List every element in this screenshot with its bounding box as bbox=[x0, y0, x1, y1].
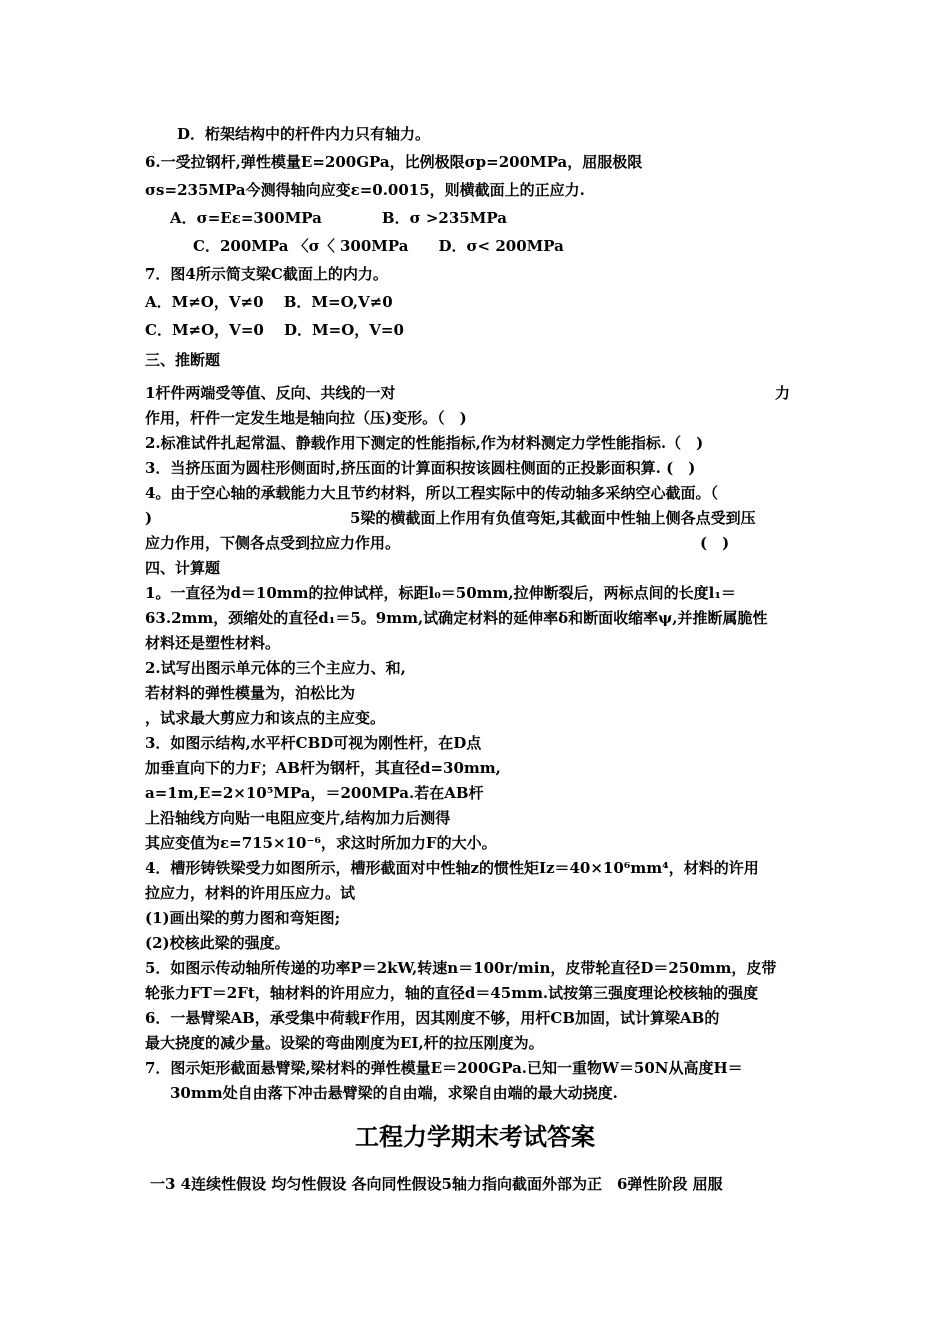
text-line: 4。由于空心轴的承载能力大且节约材料，所以工程实际中的传动轴多采纳空心截面。（ bbox=[145, 484, 718, 502]
section-heading: 四、计算题 bbox=[145, 559, 221, 577]
text-line: 2.标准试件扎起常温、静载作用下测定的性能指标,作为材料测定力学性能指标.（ ) bbox=[145, 434, 704, 452]
text-line: D．桁架结构中的杆件内力只有轴力。 bbox=[177, 125, 431, 143]
text-line: 63.2mm，颈缩处的直径d₁＝5。9mm,试确定材料的延伸率δ和断面收缩率ψ,并推断属脆性 bbox=[145, 609, 768, 627]
text-line: 1。一直径为d＝10mm的拉伸试样，标距l₀＝50mm,拉伸断裂后，两标点间的长度l₁＝ bbox=[145, 584, 736, 602]
text-line: 轮张力FT＝2Ft，轴材料的许用应力，轴的直径d＝45mm.试按第三强度理论校核轴的强度 bbox=[145, 984, 759, 1002]
text-line: 6．一悬臂梁AB，承受集中荷载F作用，因其刚度不够，用杆CB加固，试计算梁AB的 bbox=[145, 1009, 720, 1027]
text-line: 5．如图示传动轴所传递的功率P＝2kW,转速n＝100r/min，皮带轮直径D＝250mm，皮带 bbox=[145, 959, 777, 977]
text-line: 加垂直向下的力F；AB杆为钢杆，其直径d=30mm, bbox=[145, 759, 501, 777]
text-line: ( ) bbox=[700, 534, 730, 552]
text-line: 3．当挤压面为圆柱形侧面时,挤压面的计算面积按该圆柱侧面的正投影面积算. ( ) bbox=[145, 459, 696, 477]
text-line: σs=235MPa今测得轴向应变ε=0.0015，则横截面上的正应力. bbox=[145, 181, 585, 199]
answer-line: 一3 4连续性假设 均匀性假设 各向同性假设5轴力指向截面外部为正 6弹性阶段 屈服 bbox=[150, 1175, 723, 1193]
text-line: C．M≠O，V=0 D．M=O，V=0 bbox=[145, 321, 404, 339]
answer-title: 工程力学期末考试答案 bbox=[355, 1123, 595, 1151]
text-line: 30mm处自由落下冲击悬臂梁的自由端，求梁自由端的最大动挠度. bbox=[170, 1084, 618, 1102]
text-line: A．M≠O，V≠0 B．M=O,V≠0 bbox=[145, 293, 393, 311]
text-line: 6.一受拉钢杆,弹性模量E=200GPa，比例极限σp=200MPa，屈服极限 bbox=[145, 153, 643, 171]
text-line: 1杆件两端受等值、反向、共线的一对 bbox=[145, 384, 396, 402]
text-line: 5梁的横截面上作用有负值弯矩,其截面中性轴上侧各点受到压 bbox=[350, 509, 756, 527]
text-line: ，试求最大剪应力和该点的主应变。 bbox=[145, 709, 386, 727]
section-heading: 三、推断题 bbox=[145, 351, 221, 369]
text-line: 力 bbox=[775, 384, 791, 402]
text-line: 若材料的弹性模量为，泊松比为 bbox=[145, 684, 356, 702]
text-line: 应力作用，下侧各点受到拉应力作用。 bbox=[145, 534, 401, 552]
text-line: 拉应力，材料的许用压应力。试 bbox=[145, 884, 356, 902]
text-line: 作用，杆件一定发生地是轴向拉（压)变形。（ ) bbox=[145, 409, 467, 427]
text-line: 最大挠度的减少量。设梁的弯曲刚度为EI,杆的拉压刚度为。 bbox=[145, 1034, 544, 1052]
text-line: 上沿轴线方向贴一电阻应变片,结构加力后测得 bbox=[145, 809, 451, 827]
text-line: (2)校核此梁的强度。 bbox=[145, 934, 290, 952]
text-line: ) bbox=[145, 509, 153, 527]
text-line: 材料还是塑性材料。 bbox=[145, 634, 281, 652]
text-line: A．σ=Eε=300MPa B．σ >235MPa bbox=[170, 209, 507, 227]
text-line: C．200MPa 〈σ〈 300MPa D．σ< 200MPa bbox=[193, 237, 564, 255]
text-line: 4．槽形铸铁梁受力如图所示，槽形截面对中性轴z的惯性矩Iz＝40×10⁶mm⁴，材料的许用 bbox=[145, 859, 759, 877]
text-line: 7．图示矩形截面悬臂梁,梁材料的弹性模量E＝200GPa.已知一重物W＝50N从高度H＝ bbox=[145, 1059, 743, 1077]
text-line: 其应变值为ε=715×10⁻⁶，求这时所加力F的大小。 bbox=[145, 834, 497, 852]
text-line: a=1m,E=2×10⁵MPa，＝200MPa.若在AB杆 bbox=[145, 784, 484, 802]
text-line: 7．图4所示简支梁C截面上的内力。 bbox=[145, 265, 388, 283]
text-line: 3．如图示结构,水平杆CBD可视为刚性杆，在D点 bbox=[145, 734, 482, 752]
text-line: 2.试写出图示单元体的三个主应力、和, bbox=[145, 659, 406, 677]
text-line: (1)画出梁的剪力图和弯矩图; bbox=[145, 909, 341, 927]
